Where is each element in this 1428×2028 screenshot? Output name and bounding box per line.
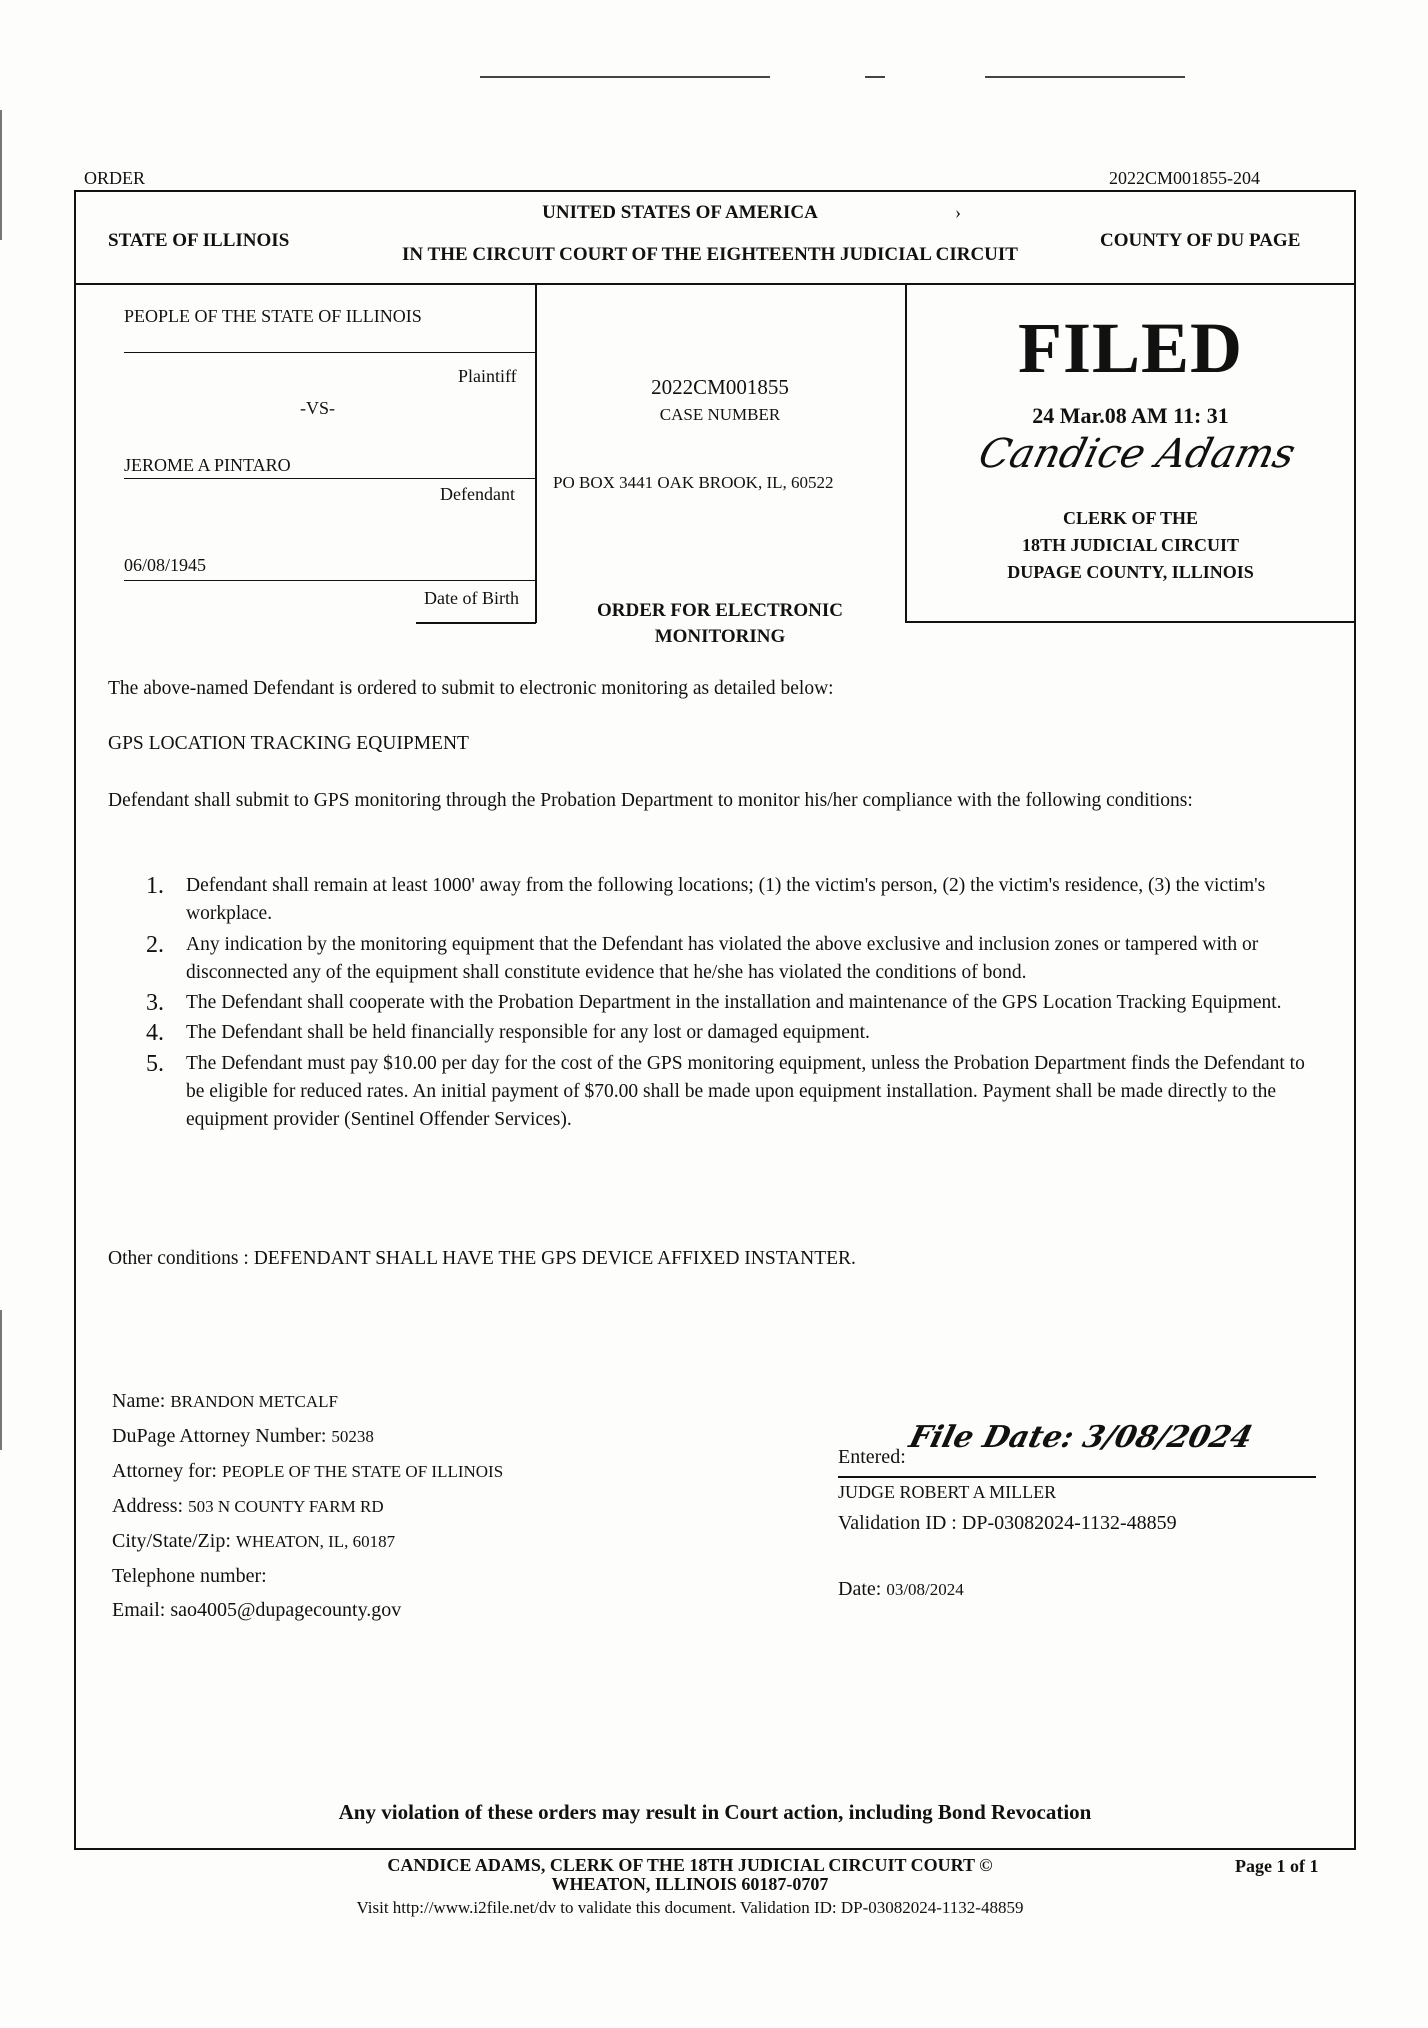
caption-left-divider [535,283,537,623]
clerk-line-2: 18TH JUDICIAL CIRCUIT [1021,535,1240,555]
plaintiff-label: Plaintiff [458,366,517,386]
scan-artifact [985,76,1185,78]
state-title: STATE OF ILLINOIS [108,230,290,251]
plaintiff-rule [124,352,535,353]
scan-artifact [480,76,770,78]
case-number-label: CASE NUMBER [659,405,781,424]
filed-stamp [905,283,1356,623]
county-title: COUNTY OF DU PAGE [1100,230,1301,251]
defendant-address: PO BOX 3441 OAK BROOK, IL, 60522 [553,473,834,492]
attorney-block [112,1384,503,1627]
vs-label: -VS- [300,398,335,418]
plaintiff-name: PEOPLE OF THE STATE OF ILLINOIS [124,306,422,326]
caption-bottom-rule [416,622,536,624]
order-title-line2: MONITORING [654,626,786,647]
clerk-line-3: DUPAGE COUNTY, ILLINOIS [1007,562,1254,582]
judge-signature: File Date: 3/08/2024 [905,1420,1256,1455]
court-title: IN THE CIRCUIT COURT OF THE EIGHTEENTH JUDICIAL CIRCUIT [402,244,1018,265]
dob-value: 06/08/1945 [124,555,207,575]
condition-item: 4. The Defendant shall be held financially responsible for any lost or damaged equipment. [146,1020,870,1047]
violation-warning: Any violation of these orders may result in Court action, including Bond Revocation [338,1800,1092,1824]
scan-artifact [865,76,885,78]
attorney-city: City/State/Zip: WHEATON, IL, 60187 [112,1530,396,1552]
country-title: UNITED STATES OF AMERICA [542,202,818,223]
order-title-line1: ORDER FOR ELECTRONIC [597,600,843,621]
condition-item: 3. The Defendant shall cooperate with the Probation Department in the installation and maintenance of the GPS Location Tracking Equipment. [146,990,1282,1017]
case-number: 2022CM001855 [651,375,789,399]
attorney-address: Address: 503 N COUNTY FARM RD [112,1495,384,1517]
footer-validate-link[interactable]: Visit http://www.i2file.net/dv to validate this document. Validation ID: DP-03082024-1132-48859 [356,1898,1024,1917]
attorney-number: DuPage Attorney Number: 50238 [112,1425,374,1447]
other-conditions: Other conditions : DEFENDANT SHALL HAVE THE GPS DEVICE AFFIXED INSTANTER. [108,1248,856,1269]
scan-edge [0,110,2,240]
judge-name: JUDGE ROBERT A MILLER [838,1482,1057,1502]
defendant-rule [124,478,535,479]
footer-clerk-line-1: CANDICE ADAMS, CLERK OF THE 18TH JUDICIAL CIRCUIT COURT © [387,1855,993,1875]
clerk-signature: Candice Adams [974,431,1300,477]
filed-title: FILED [1017,308,1244,388]
entry-date: Date: 03/08/2024 [838,1578,964,1600]
validation-id: Validation ID : DP-03082024-1132-48859 [838,1512,1177,1534]
defendant-label: Defendant [440,484,515,504]
defendant-name: JEROME A PINTARO [124,455,291,475]
condition-item: 1. Defendant shall remain at least 1000' away from the following locations; (1) the victim's person, (2) the victim's residence, (3) the victim's workplace. [146,873,1266,925]
attorney-phone: Telephone number: [112,1565,267,1587]
equipment-heading: GPS LOCATION TRACKING EQUIPMENT [108,733,469,754]
dob-label: Date of Birth [424,588,519,608]
condition-item: 5. The Defendant must pay $10.00 per day for the cost of the GPS monitoring equipment, unless the Probation Department finds the Defendant to be eligible for reduced rates. An initial payment of $70.00 shall be made upon equipment installation. Payment shall be made directly to the equipment provider (Sentinel Offender Services). [146,1050,1305,1131]
clerk-line-1: CLERK OF THE [1062,508,1199,528]
doc-type: ORDER [84,168,146,188]
page-number: Page 1 of 1 [1235,1856,1319,1876]
filed-datetime: 24 Mar.08 AM 11: 31 [1032,403,1229,428]
signature-rule [838,1476,1316,1478]
scan-edge [0,1310,2,1450]
conditions-intro: Defendant shall submit to GPS monitoring through the Probation Department to monitor his/her compliance with the following conditions: [108,790,1193,811]
footer-clerk [330,1856,1050,1894]
footer-clerk-line-2: WHEATON, ILLINOIS 60187-0707 [551,1873,829,1894]
doc-number: 2022CM001855-204 [1108,168,1260,188]
entered-label: Entered: [838,1446,906,1468]
conditions-list [146,872,1326,1136]
attorney-email: Email: sao4005@dupagecounty.gov [112,1599,402,1621]
condition-item: 2. Any indication by the monitoring equipment that the Defendant has violated the above exclusive and inclusion zones or tampered with or disconnected any of the equipment shall constitute evidence that he/she has violated the conditions of bond. [146,931,1259,983]
attorney-for: Attorney for: PEOPLE OF THE STATE OF ILLINOIS [112,1460,504,1482]
scan-mark: › [955,202,961,222]
dob-rule [124,580,535,581]
attorney-name: Name: BRANDON METCALF [112,1390,338,1412]
intro-text: The above-named Defendant is ordered to submit to electronic monitoring as detailed below: [108,678,834,699]
